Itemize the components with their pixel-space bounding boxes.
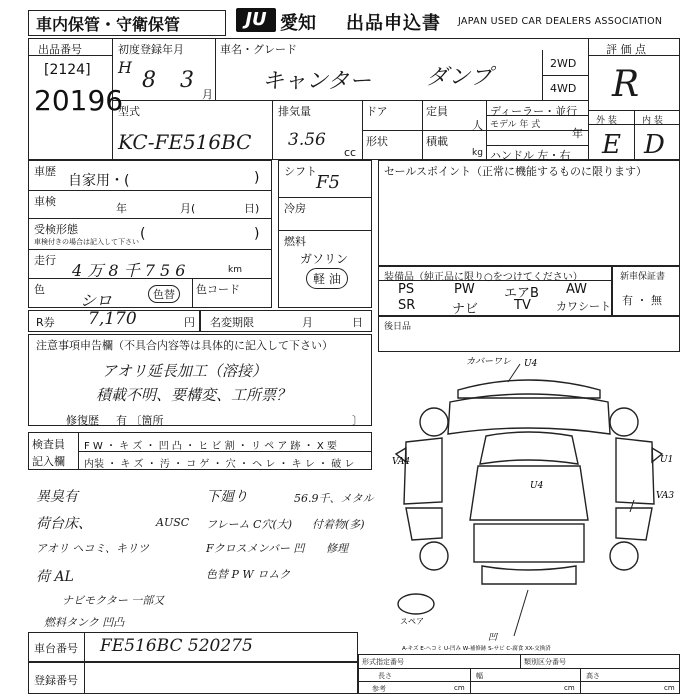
length-label: 長さ <box>378 672 392 680</box>
car-grade-value: ダンプ <box>426 65 493 90</box>
diagram-legend: A-キズ E-ヘコミ U-凹み W-補修跡 S-サビ C-腐食 XX-交換済 <box>402 646 551 652</box>
height-label: 高さ <box>586 672 600 680</box>
inspection-label: 車検 <box>34 195 56 208</box>
ju-logo-text: JU <box>245 9 267 30</box>
diagram-label-u4-top: U4 <box>524 359 538 369</box>
diagram-label-va4: VA4 <box>392 457 411 467</box>
equip-navi: ナビ <box>452 302 479 317</box>
rear-note-label: 後日品 <box>384 322 412 332</box>
inspector-label-2: 記入欄 <box>32 455 65 468</box>
exterior-score: E <box>602 130 621 160</box>
color-code-label: 色コード <box>196 283 240 296</box>
warranty-label: 新車保証書 <box>620 272 666 282</box>
registration-label: 初度登録年月 <box>118 43 184 56</box>
history-label: 車歴 <box>34 165 56 178</box>
history-value: 自家用・( <box>68 173 130 189</box>
ju-logo <box>236 8 276 32</box>
notes-line-1: アオリ延長加工（溶接） <box>102 362 267 380</box>
car-name-value: キャンター <box>262 69 372 94</box>
inspector-note-fuel-tank: 燃料タンク 凹凸 <box>44 616 125 629</box>
inspector-label-1: 検査員 <box>32 438 65 451</box>
drive-4wd: 4WD <box>550 82 577 95</box>
notes-label: 注意事項申告欄（不具合内容等は具体的に記入して下さい） <box>36 339 333 352</box>
inspection-year: 年 <box>116 202 127 215</box>
chassis-value: FE516BC 520275 <box>100 636 253 656</box>
capacity-label: 定員 <box>426 105 448 118</box>
equip-pw: PW <box>454 282 475 297</box>
inspector-note-meter: 56.9千、メタル <box>294 492 374 505</box>
inspector-note-crossmember: Fクロスメンバー 凹 <box>206 542 305 555</box>
name-change-month: 月 <box>302 316 313 329</box>
registration-era: H <box>118 58 132 77</box>
equip-ps: PS <box>398 282 415 297</box>
diagram-label-dent: 凹 <box>488 633 498 643</box>
inspector-note-part: ナビモクター 一部又 <box>62 594 165 607</box>
capacity-unit: 人 <box>472 119 483 132</box>
registration-month-unit: 月 <box>202 88 213 101</box>
acceptance-note: 車検付きの場合は記入して下さい <box>34 238 139 246</box>
diagram-label-cover-crack: カバーワレ <box>466 357 512 367</box>
exterior-label: 外 装 <box>596 116 617 126</box>
acceptance-close: ) <box>254 226 260 242</box>
mileage-label: 走行 <box>34 254 56 267</box>
recycle-unit: 円 <box>184 316 195 329</box>
diagram-label-va3: VA3 <box>656 491 675 501</box>
mileage-value: 4 万 8 千 7 5 6 <box>72 261 186 280</box>
displacement-label: 排気量 <box>278 105 311 118</box>
logo-place: 愛知 <box>280 13 316 34</box>
diagram-label-u1: U1 <box>660 455 674 465</box>
equip-airbag: エアB <box>504 286 539 301</box>
inspection-month: 月( <box>180 202 196 215</box>
displacement-unit: cc <box>344 146 357 159</box>
width-label: 幅 <box>476 672 483 680</box>
form-title: 出品申込書 <box>346 13 441 34</box>
load-unit: kg <box>472 148 483 158</box>
notes-line-2: 積載不明、要構変、工所票？ <box>96 386 292 404</box>
class-number-label: 類別区分番号 <box>524 658 566 666</box>
evaluation-label: 評 価 点 <box>606 43 646 56</box>
model-year-label: モデル 年 式 <box>490 120 541 130</box>
model-year-unit: 年 <box>572 127 583 140</box>
load-label: 積載 <box>426 135 448 148</box>
equip-aw: AW <box>566 282 588 297</box>
model-value: KC-FE516BC <box>118 130 252 154</box>
warranty-value: 有 ・ 無 <box>622 294 662 307</box>
equip-sr: SR <box>398 298 416 313</box>
width-unit: cm <box>564 684 575 692</box>
acceptance-label: 受検形態 <box>34 223 78 236</box>
reg-number-label: 登録番号 <box>34 674 78 687</box>
vehicle-diagram <box>378 352 680 652</box>
rear-note-box <box>378 316 680 352</box>
spec-box <box>358 654 680 694</box>
inspector-note-bed-floor: 荷台床、 <box>36 516 92 532</box>
inspector-note-ausc: AUSC <box>156 516 190 529</box>
dealer-label: ディーラー・並行 <box>490 105 578 118</box>
displacement-value: 3.56 <box>288 130 326 150</box>
form-number-label: 形式指定番号 <box>362 658 404 666</box>
car-name-label: 車名・グレード <box>220 43 297 56</box>
inspector-note-repaint: 色替 P W ロムク <box>206 568 291 581</box>
inspector-ext-items: F W ・ キ ズ ・ 凹 凸 ・ ヒ ビ 割 ・ リ ペ ア 跡 ・ X 要 <box>84 441 337 452</box>
ref-label: 参考 <box>372 685 386 693</box>
inspector-note-gate: アオリ ヘコミ、キリツ <box>36 542 149 555</box>
acceptance-open: ( <box>140 226 146 242</box>
fuel-gasoline: ガソリン <box>300 252 349 266</box>
fuel-label: 燃料 <box>284 235 306 248</box>
height-unit: cm <box>664 684 675 692</box>
registration-year: 8 <box>142 68 156 93</box>
lot-label: 出品番号 <box>38 43 82 56</box>
inspector-note-odor: 異臭有 <box>36 489 78 505</box>
evaluation-score: R <box>612 64 640 105</box>
mileage-unit: km <box>228 265 242 275</box>
drive-2wd: 2WD <box>550 57 577 70</box>
door-label: ドア <box>366 105 388 118</box>
fuel-diesel: 軽 油 <box>306 268 348 289</box>
repair-label: 修復歴 <box>66 414 99 427</box>
inspector-note-deposit: 付着物(多) <box>312 518 365 531</box>
equip-tv: TV <box>514 298 531 313</box>
inspector-note-repaired: 修理 <box>326 542 348 555</box>
inspection-day: 日) <box>244 202 260 215</box>
name-change-label: 名変期限 <box>210 316 254 329</box>
name-change-day: 日 <box>352 316 363 329</box>
interior-label: 内 装 <box>642 116 663 126</box>
inspector-note-underbody: 下廻り <box>206 489 248 505</box>
chassis-label: 車台番号 <box>34 642 78 655</box>
cooler-label: 冷房 <box>284 202 306 215</box>
sales-label: セールスポイント（正常に機能するものに限ります） <box>384 165 648 178</box>
repair-value: 有 〔箇所 <box>116 414 164 427</box>
equipment-label: 装備品（純正品に限り○をつけてください） <box>384 272 583 283</box>
lot-number: 20196 <box>34 84 124 117</box>
color-value: シロ <box>80 291 113 310</box>
color-change: 色替 <box>148 285 180 303</box>
interior-score: D <box>644 130 665 160</box>
inspector-int-items: 内装 ・ キ ズ ・ 汚 ・ コ ゲ ・ 穴 ・ ヘ レ ・ キ レ ・ 破 レ <box>84 459 355 470</box>
diagram-label-u4-mid: U4 <box>530 481 544 491</box>
inspector-note-frame: フレーム C穴(大) <box>206 518 293 531</box>
shift-label: シフト <box>284 165 317 178</box>
association-name: JAPAN USED CAR DEALERS ASSOCIATION <box>458 16 663 27</box>
model-label: 型式 <box>118 105 140 118</box>
length-unit: cm <box>454 684 465 692</box>
equip-leather-seat: カワシート <box>556 300 611 313</box>
handle-label: ハンドル 左・右 <box>490 149 571 162</box>
recycle-value: 7,170 <box>88 309 137 329</box>
lot-sub-number: [2124] <box>44 62 91 78</box>
shape-label: 形状 <box>366 135 388 148</box>
registration-month: 3 <box>180 68 194 93</box>
diagram-label-spare: スペア <box>400 617 424 626</box>
storage-label: 車内保管・守衛保管 <box>36 15 181 34</box>
history-close: ) <box>254 170 260 186</box>
recycle-label: R券 <box>36 316 55 329</box>
color-label: 色 <box>34 283 45 296</box>
shift-value: F5 <box>316 172 340 193</box>
inspector-note-bed-al: 荷 AL <box>36 569 74 585</box>
repair-close: 〕 <box>352 414 363 427</box>
